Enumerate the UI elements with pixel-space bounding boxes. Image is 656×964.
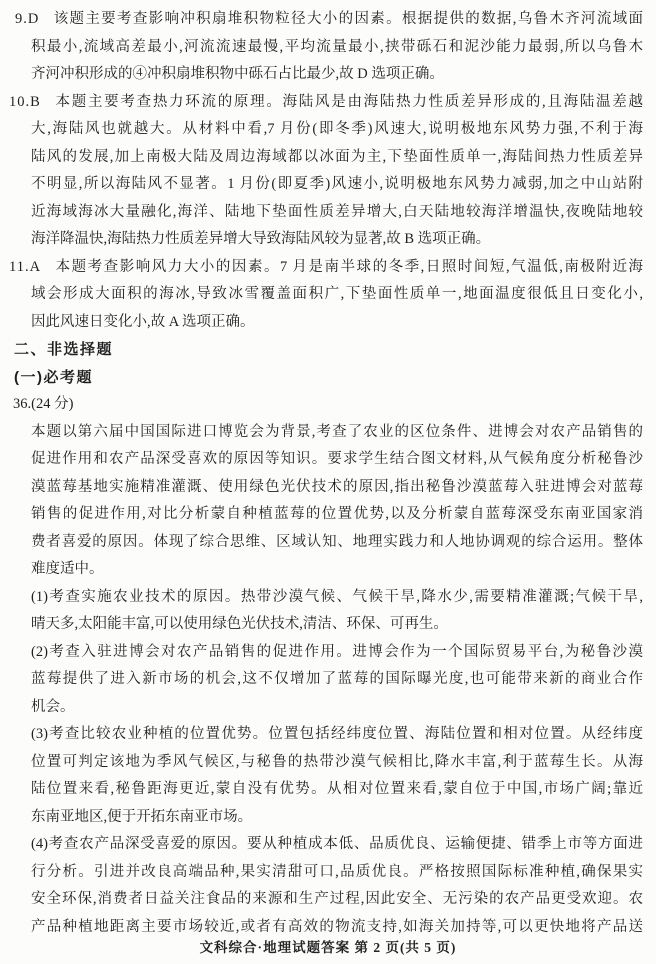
answer-9-text: 该题主要考查影响冲积扇堆积物粒径大小的因素。根据提供的数据,乌鲁木齐河流域面 [52,11,643,27]
answer-11-first-line [0,254,656,282]
q36-point3-line: 东南亚地区,便于开拓东南亚市场。 [31,808,253,825]
page-footer: 文科综合·地理试题答案 第 2 页(共 5 页) [199,940,457,955]
q36-intro-line: 费者喜爱的原因。体现了综合思维、区域认知、地理实践力和人地协调观的综合运用。整体 [31,533,643,550]
q36-intro-line: 难度适中。 [31,561,104,577]
q36-point3-line: 位置可判定该地为季风气候区,与秘鲁的热带沙漠气候相比,降水丰富,利于蓝莓生长。从海 [31,753,643,770]
q36-point2-line: (2)考查入驻进博会对农产品销售的促进作用。进博会作为一个国际贸易平台,为秘鲁沙漠 [31,643,643,660]
answer-9-label: 9.D [15,11,40,27]
q36-point2-line: 机会。 [31,698,75,715]
q36-intro-line: 销售的促进作用,对比分析蒙自种植蓝莓的位置优势,以及分析蒙自蓝莓深受东南亚国家消 [31,506,643,522]
q36-intro-line: 漠蓝莓基地实施精准灌溉、使用绿色光伏技术的原因,指出秘鲁沙漠蓝莓入驻进博会对蓝莓 [31,478,643,495]
answer-10-line: 大,海陆风也就越大。从材料中看,7 月份(即冬季)风速大,说明极地东风势力强,不利于海 [31,121,643,137]
q36-point3-line: 陆位置来看,秘鲁距海更近,蒙自没有优势。从相对位置来看,蒙自位于中国,市场广阔;靠近 [31,781,643,797]
section-heading-required: (一)必考题 [14,368,93,386]
answer-11-text: 本题考查影响风力大小的因素。7 月是南半球的冬季,日照时间短,气温低,南极附近海 [54,258,643,275]
question-36-heading: 36.(24 分) [13,396,74,412]
q36-point3-line: (3)考查比较农业种植的位置优势。位置包括经纬度位置、海陆位置和相对位置。从经纬度 [31,726,643,742]
q36-point4-line: (4)考查农产品深受喜爱的原因。要从种植成本低、品质优良、运输便捷、错季上市等方面进 [31,836,643,852]
answer-10-line: 海洋降温快,海陆热力性质差异增大导致海陆风较为显著,故 B 选项正确。 [31,231,491,247]
section-heading-non-choice: 二、非选择题 [14,341,114,358]
q36-point4-line: 产品种植地距离主要市场较近,或者有高效的物流支持,如海关加持等,可以更快地将产品送 [31,918,643,935]
q36-point4-line: 行分析。引进并改良高端品种,果实清甜可口,品质优良。严格按照国际标准种植,确保果实 [31,863,643,880]
answer-10-text: 本题主要考查热力环流的原理。海陆风是由海陆热力性质差异形成的,且海陆温差越 [53,93,643,110]
answer-9-first-line [0,6,656,34]
q36-intro-line: 本题以第六届中国国际进口博览会为背景,考查了农业的区位条件、进博会对农产品销售的 [31,423,643,440]
answer-9-line: 齐河冲积形成的④冲积扇堆积物中砾石占比最少,故 D 选项正确。 [31,66,444,82]
answer-10-line: 近海域海冰大量融化,海洋、陆地下垫面性质差异增大,白天陆地较海洋增温快,夜晚陆地较 [31,203,643,220]
answer-11-line: 因此风速日变化小,故 A 选项正确。 [31,313,255,330]
answer-10-label: 10.B [9,93,41,110]
q36-point2-line: 蓝莓提供了进入新市场的机会,这不仅增加了蓝莓的国际曝光度,也可能带来新的商业合作 [31,671,643,687]
q36-intro-line: 促进作用和农产品深受喜欢的原因等知识。要求学生结合图文材料,从气候角度分析秘鲁沙 [31,451,643,467]
q36-point1-line: (1)考查实施农业技术的原因。热带沙漠气候、气候干旱,降水少,需要精准灌溉;气候干旱, [31,588,643,605]
answer-9-line: 积最小,流域高差最小,河流流速最慢,平均流量最小,挟带砾石和泥沙能力最弱,所以乌鲁木 [31,38,643,55]
q36-point1-line: 晴天多,太阳能丰富,可以使用绿色光伏技术,清洁、环保、可再生。 [31,616,448,632]
answer-10-line: 不明显,所以海陆风不显著。1 月份(即夏季)风速小,说明极地东风势力减弱,加之中山站附 [31,176,643,192]
answer-11-label: 11.A [9,258,42,275]
q36-point4-line: 安全环保,消费者日益关注食品的来源和生产过程,因此安全、无污染的农产品更受欢迎。农 [31,891,643,907]
answer-10-first-line [0,89,656,117]
answer-10-line: 陆风的发展,加上南极大陆及周边海域都以冰面为主,下垫面性质单一,海陆间热力性质差异 [31,148,643,165]
answer-11-line: 域会形成大面积的海冰,导致冰雪覆盖面积广,下垫面性质单一,地面温度很低且日变化小, [31,286,643,302]
